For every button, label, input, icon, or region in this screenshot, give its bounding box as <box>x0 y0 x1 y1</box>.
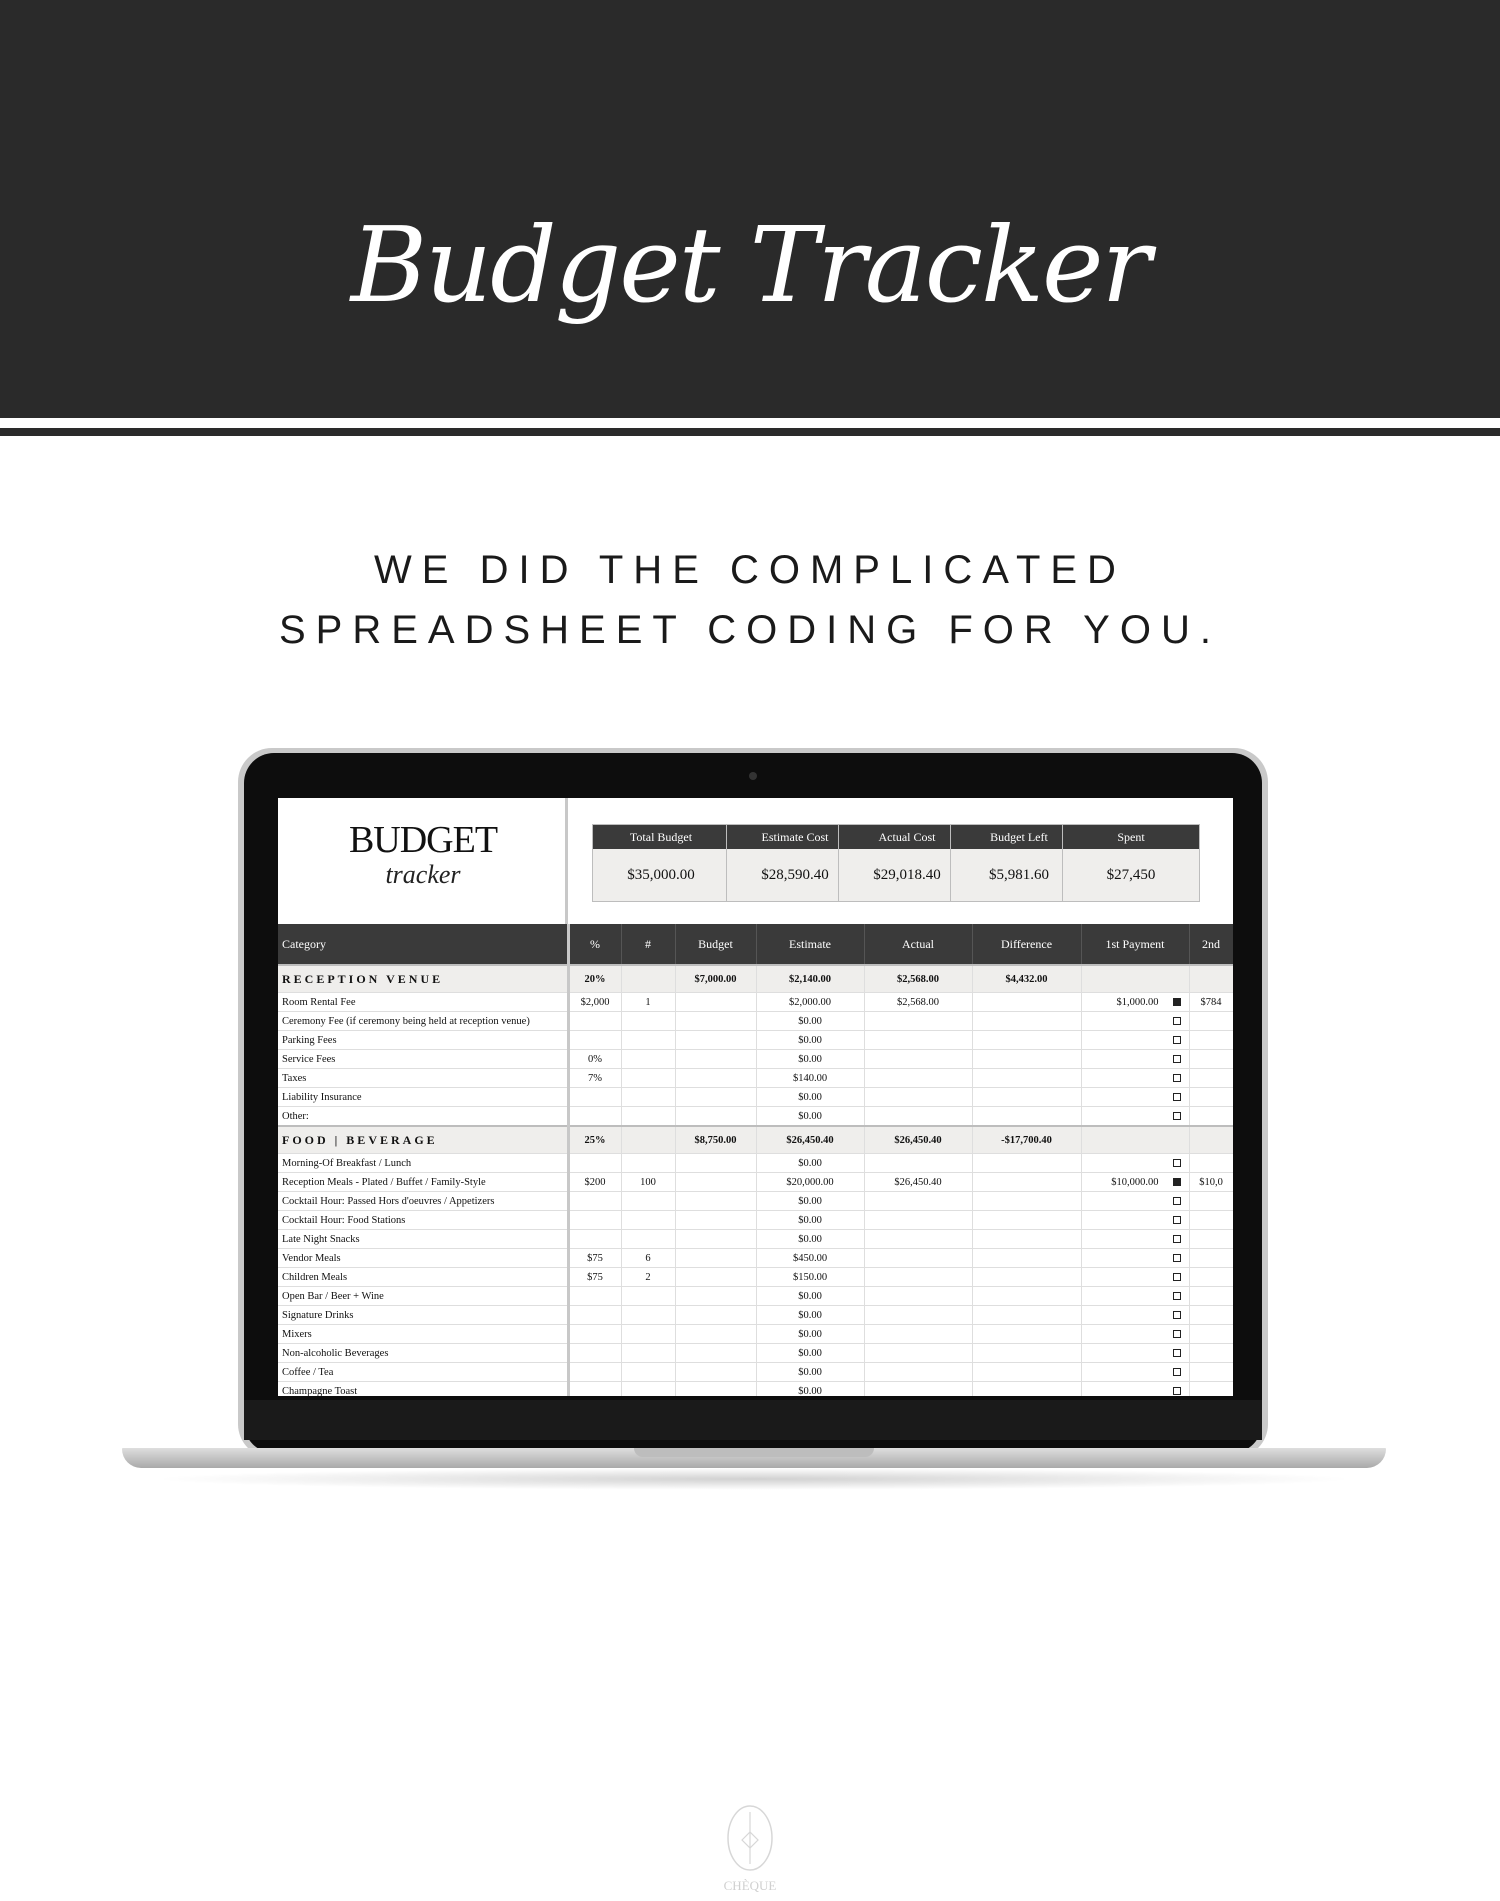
difference-cell <box>972 1050 1081 1069</box>
section-budget[interactable]: $7,000.00 <box>675 965 756 993</box>
checkbox-icon[interactable] <box>1173 1017 1181 1025</box>
actual-cell[interactable] <box>864 1192 972 1211</box>
estimate-cell: $0.00 <box>756 1230 864 1249</box>
estimate-cell: $0.00 <box>756 1363 864 1382</box>
payment-1-cell[interactable] <box>1081 1363 1189 1382</box>
budget-table <box>278 924 1233 1396</box>
table-row <box>278 1173 1233 1192</box>
difference-cell <box>972 1173 1081 1192</box>
column-header[interactable]: 2nd <box>1189 924 1233 965</box>
checkbox-icon[interactable] <box>1173 1159 1181 1167</box>
payment-1-cell[interactable] <box>1081 1382 1189 1397</box>
checkbox-icon[interactable] <box>1173 1074 1181 1082</box>
actual-cell[interactable] <box>864 1249 972 1268</box>
payment-2-cell[interactable] <box>1189 1249 1233 1268</box>
budget-cell[interactable] <box>675 1287 756 1306</box>
payment-1-cell[interactable] <box>1081 1154 1189 1173</box>
estimate-cell: $0.00 <box>756 1154 864 1173</box>
estimate-cell: $0.00 <box>756 1382 864 1397</box>
spreadsheet-logo <box>278 798 568 924</box>
count-cell[interactable] <box>621 1069 675 1088</box>
category-cell[interactable]: Liability Insurance <box>278 1088 568 1107</box>
column-header[interactable]: Actual <box>864 924 972 965</box>
section-payment-2 <box>1189 965 1233 993</box>
percent-cell[interactable] <box>568 1154 621 1173</box>
estimate-cell: $0.00 <box>756 1306 864 1325</box>
payment-2-cell[interactable]: $10,0 <box>1189 1173 1233 1192</box>
actual-cell[interactable] <box>864 1107 972 1127</box>
camera-icon <box>749 772 757 780</box>
difference-cell <box>972 1306 1081 1325</box>
estimate-cell: $0.00 <box>756 1287 864 1306</box>
summary-card <box>1062 824 1200 902</box>
payment-1-cell[interactable] <box>1081 1325 1189 1344</box>
hero-banner <box>0 0 1500 418</box>
column-header[interactable]: Category <box>278 924 568 965</box>
summary-card-value: $5,981.60 <box>989 867 1049 883</box>
estimate-cell: $0.00 <box>756 1344 864 1363</box>
difference-cell <box>972 1249 1081 1268</box>
estimate-cell: $150.00 <box>756 1268 864 1287</box>
column-header[interactable]: % <box>568 924 621 965</box>
count-cell[interactable]: 100 <box>621 1173 675 1192</box>
difference-cell <box>972 1211 1081 1230</box>
percent-cell[interactable] <box>568 1107 621 1127</box>
actual-cell[interactable] <box>864 1088 972 1107</box>
checkbox-icon[interactable] <box>1173 1235 1181 1243</box>
difference-cell <box>972 1325 1081 1344</box>
tagline-line-2: SPREADSHEET CODING FOR YOU. <box>279 608 1221 652</box>
payment-2-cell[interactable] <box>1189 1050 1233 1069</box>
payment-1-cell[interactable] <box>1081 1173 1189 1192</box>
category-cell[interactable]: Ceremony Fee (if ceremony being held at reception venue) <box>278 1012 568 1031</box>
checkbox-icon[interactable] <box>1173 1055 1181 1063</box>
budget-cell[interactable] <box>675 1363 756 1382</box>
budget-cell[interactable] <box>675 1249 756 1268</box>
payment-amount: $10,000.00 <box>1111 1176 1159 1188</box>
table-row <box>278 1211 1233 1230</box>
table-row <box>278 993 1233 1012</box>
estimate-cell: $2,000.00 <box>756 993 864 1012</box>
table-row <box>278 1154 1233 1173</box>
table-row <box>278 1107 1233 1127</box>
count-cell[interactable] <box>621 1154 675 1173</box>
estimate-cell: $0.00 <box>756 1211 864 1230</box>
difference-cell <box>972 993 1081 1012</box>
difference-cell <box>972 1107 1081 1127</box>
percent-cell[interactable] <box>568 1192 621 1211</box>
column-header[interactable]: # <box>621 924 675 965</box>
category-cell[interactable]: Signature Drinks <box>278 1306 568 1325</box>
percent-cell[interactable]: 7% <box>568 1069 621 1088</box>
category-cell[interactable]: Service Fees <box>278 1050 568 1069</box>
budget-cell[interactable] <box>675 1211 756 1230</box>
budget-cell[interactable] <box>675 1069 756 1088</box>
summary-card-value: $28,590.40 <box>761 867 829 883</box>
payment-2-cell[interactable] <box>1189 1363 1233 1382</box>
laptop-notch <box>634 1448 874 1457</box>
budget-cell[interactable] <box>675 1173 756 1192</box>
summary-card <box>592 824 730 902</box>
estimate-cell: $450.00 <box>756 1249 864 1268</box>
summary-card-label: Total Budget <box>593 825 729 849</box>
payment-1-cell[interactable] <box>1081 1012 1189 1031</box>
category-cell[interactable]: Open Bar / Beer + Wine <box>278 1287 568 1306</box>
category-cell[interactable]: Vendor Meals <box>278 1249 568 1268</box>
checkbox-icon[interactable] <box>1173 1387 1181 1395</box>
difference-cell <box>972 1154 1081 1173</box>
section-budget[interactable]: $8,750.00 <box>675 1126 756 1154</box>
difference-cell <box>972 1088 1081 1107</box>
payment-2-cell[interactable] <box>1189 1325 1233 1344</box>
table-row <box>278 1382 1233 1397</box>
estimate-cell: $20,000.00 <box>756 1173 864 1192</box>
checkbox-icon[interactable] <box>1173 1178 1181 1186</box>
logo-title: BUDGET <box>348 819 498 861</box>
table-row <box>278 1325 1233 1344</box>
section-payment-1 <box>1081 965 1189 993</box>
section-title: FOOD | BEVERAGE <box>278 1126 568 1154</box>
actual-cell[interactable] <box>864 1382 972 1397</box>
summary-card-label: Actual Cost <box>839 825 975 849</box>
payment-1-cell[interactable] <box>1081 1031 1189 1050</box>
checkbox-icon[interactable] <box>1173 1036 1181 1044</box>
checkbox-icon[interactable] <box>1173 1093 1181 1101</box>
summary-card-value: $27,450 <box>1106 867 1156 883</box>
count-cell[interactable] <box>621 1344 675 1363</box>
payment-2-cell[interactable] <box>1189 1268 1233 1287</box>
actual-cell[interactable] <box>864 1154 972 1173</box>
percent-cell[interactable]: $2,000 <box>568 993 621 1012</box>
payment-2-cell[interactable] <box>1189 1211 1233 1230</box>
percent-cell[interactable] <box>568 1363 621 1382</box>
checkbox-icon[interactable] <box>1173 1368 1181 1376</box>
payment-1-cell[interactable] <box>1081 1344 1189 1363</box>
payment-1-cell[interactable] <box>1081 1050 1189 1069</box>
cheque-logo <box>700 1800 800 1900</box>
estimate-cell: $0.00 <box>756 1325 864 1344</box>
category-cell[interactable]: Taxes <box>278 1069 568 1088</box>
count-cell[interactable] <box>621 1287 675 1306</box>
payment-1-cell[interactable] <box>1081 1268 1189 1287</box>
table-row <box>278 1088 1233 1107</box>
percent-cell[interactable]: $75 <box>568 1268 621 1287</box>
difference-cell <box>972 1287 1081 1306</box>
actual-cell[interactable] <box>864 1325 972 1344</box>
section-payment-1 <box>1081 1126 1189 1154</box>
payment-1-cell[interactable] <box>1081 1069 1189 1088</box>
count-cell[interactable]: 1 <box>621 993 675 1012</box>
checkbox-icon[interactable] <box>1173 1292 1181 1300</box>
category-cell[interactable]: Champagne Toast <box>278 1382 568 1397</box>
table-row <box>278 1287 1233 1306</box>
difference-cell <box>972 1268 1081 1287</box>
actual-cell[interactable] <box>864 1211 972 1230</box>
count-cell[interactable]: 6 <box>621 1249 675 1268</box>
budget-cell[interactable] <box>675 1107 756 1127</box>
section-row <box>278 965 1233 993</box>
payment-1-cell[interactable] <box>1081 1211 1189 1230</box>
checkbox-icon[interactable] <box>1173 1330 1181 1338</box>
actual-cell[interactable] <box>864 1287 972 1306</box>
payment-1-cell[interactable] <box>1081 993 1189 1012</box>
budget-cell[interactable] <box>675 1230 756 1249</box>
table-row <box>278 1069 1233 1088</box>
estimate-cell: $0.00 <box>756 1088 864 1107</box>
section-estimate: $2,140.00 <box>756 965 864 993</box>
summary-card-value: $35,000.00 <box>627 867 695 883</box>
summary-card-label: Budget Left <box>951 825 1087 849</box>
payment-2-cell[interactable] <box>1189 1382 1233 1397</box>
difference-cell <box>972 1069 1081 1088</box>
payment-2-cell[interactable] <box>1189 1031 1233 1050</box>
checkbox-icon[interactable] <box>1173 1349 1181 1357</box>
logo-script: tracker <box>385 860 461 889</box>
category-cell[interactable]: Other: <box>278 1107 568 1127</box>
section-row <box>278 1126 1233 1154</box>
payment-1-cell[interactable] <box>1081 1306 1189 1325</box>
payment-1-cell[interactable] <box>1081 1230 1189 1249</box>
actual-cell[interactable]: $2,568.00 <box>864 993 972 1012</box>
actual-cell[interactable] <box>864 1344 972 1363</box>
summary-cards <box>568 798 1233 924</box>
payment-2-cell[interactable] <box>1189 1012 1233 1031</box>
checkbox-icon[interactable] <box>1173 1311 1181 1319</box>
percent-cell[interactable] <box>568 1306 621 1325</box>
budget-cell[interactable] <box>675 1031 756 1050</box>
actual-cell[interactable] <box>864 1306 972 1325</box>
table-row <box>278 1031 1233 1050</box>
estimate-cell: $0.00 <box>756 1012 864 1031</box>
difference-cell <box>972 1031 1081 1050</box>
count-cell[interactable] <box>621 1012 675 1031</box>
percent-cell[interactable] <box>568 1031 621 1050</box>
category-cell[interactable]: Non-alcoholic Beverages <box>278 1344 568 1363</box>
budget-cell[interactable] <box>675 1154 756 1173</box>
section-title: RECEPTION VENUE <box>278 965 568 993</box>
actual-cell[interactable] <box>864 1268 972 1287</box>
percent-cell[interactable] <box>568 1211 621 1230</box>
category-cell[interactable]: Morning-Of Breakfast / Lunch <box>278 1154 568 1173</box>
budget-cell[interactable] <box>675 1325 756 1344</box>
category-cell[interactable]: Mixers <box>278 1325 568 1344</box>
section-estimate: $26,450.40 <box>756 1126 864 1154</box>
percent-cell[interactable] <box>568 1012 621 1031</box>
percent-cell[interactable] <box>568 1287 621 1306</box>
section-count[interactable] <box>621 965 675 993</box>
count-cell[interactable]: 2 <box>621 1268 675 1287</box>
table-row <box>278 1230 1233 1249</box>
payment-2-cell[interactable]: $784 <box>1189 993 1233 1012</box>
table-row <box>278 1249 1233 1268</box>
payment-2-cell[interactable] <box>1189 1192 1233 1211</box>
payment-2-cell[interactable] <box>1189 1230 1233 1249</box>
actual-cell[interactable] <box>864 1069 972 1088</box>
checkbox-icon[interactable] <box>1173 1254 1181 1262</box>
count-cell[interactable] <box>621 1211 675 1230</box>
count-cell[interactable] <box>621 1230 675 1249</box>
count-cell[interactable] <box>621 1088 675 1107</box>
percent-cell[interactable] <box>568 1382 621 1397</box>
table-row <box>278 1306 1233 1325</box>
difference-cell <box>972 1382 1081 1397</box>
footer-brand: CHÈQUE <box>723 1878 777 1893</box>
category-cell[interactable]: Cocktail Hour: Passed Hors d'oeuvres / Appetizers <box>278 1192 568 1211</box>
laptop-screen <box>278 798 1233 1396</box>
percent-cell[interactable]: $75 <box>568 1249 621 1268</box>
column-header[interactable]: Difference <box>972 924 1081 965</box>
payment-1-cell[interactable] <box>1081 1192 1189 1211</box>
section-actual: $2,568.00 <box>864 965 972 993</box>
section-payment-2 <box>1189 1126 1233 1154</box>
column-header[interactable]: Budget <box>675 924 756 965</box>
percent-cell[interactable] <box>568 1325 621 1344</box>
count-cell[interactable] <box>621 1031 675 1050</box>
tagline-line-1: WE DID THE COMPLICATED <box>374 548 1126 592</box>
category-cell[interactable]: Children Meals <box>278 1268 568 1287</box>
checkbox-icon[interactable] <box>1173 1197 1181 1205</box>
budget-cell[interactable] <box>675 1306 756 1325</box>
budget-cell[interactable] <box>675 993 756 1012</box>
estimate-cell: $0.00 <box>756 1050 864 1069</box>
percent-cell[interactable] <box>568 1344 621 1363</box>
difference-cell <box>972 1012 1081 1031</box>
estimate-cell: $140.00 <box>756 1069 864 1088</box>
count-cell[interactable] <box>621 1382 675 1397</box>
checkbox-icon[interactable] <box>1173 1216 1181 1224</box>
difference-cell <box>972 1230 1081 1249</box>
category-cell[interactable]: Reception Meals - Plated / Buffet / Family-Style <box>278 1173 568 1192</box>
percent-cell[interactable] <box>568 1230 621 1249</box>
budget-cell[interactable] <box>675 1382 756 1397</box>
difference-cell <box>972 1363 1081 1382</box>
payment-1-cell[interactable] <box>1081 1107 1189 1127</box>
table-body <box>278 965 1233 1396</box>
category-cell[interactable]: Parking Fees <box>278 1031 568 1050</box>
laptop-shadow <box>150 1468 1358 1490</box>
payment-1-cell[interactable] <box>1081 1088 1189 1107</box>
section-difference: $4,432.00 <box>972 965 1081 993</box>
payment-1-cell[interactable] <box>1081 1249 1189 1268</box>
section-actual: $26,450.40 <box>864 1126 972 1154</box>
budget-cell[interactable] <box>675 1088 756 1107</box>
category-cell[interactable]: Coffee / Tea <box>278 1363 568 1382</box>
count-cell[interactable] <box>621 1363 675 1382</box>
actual-cell[interactable] <box>864 1230 972 1249</box>
category-cell[interactable]: Room Rental Fee <box>278 993 568 1012</box>
column-header[interactable]: Estimate <box>756 924 864 965</box>
budget-cell[interactable] <box>675 1192 756 1211</box>
difference-cell <box>972 1192 1081 1211</box>
checkbox-icon[interactable] <box>1173 1112 1181 1120</box>
budget-cell[interactable] <box>675 1050 756 1069</box>
table-row <box>278 1192 1233 1211</box>
payment-2-cell[interactable] <box>1189 1088 1233 1107</box>
category-cell[interactable]: Late Night Snacks <box>278 1230 568 1249</box>
table-row <box>278 1050 1233 1069</box>
payment-2-cell[interactable] <box>1189 1287 1233 1306</box>
actual-cell[interactable] <box>864 1012 972 1031</box>
summary-card-value: $29,018.40 <box>873 867 941 883</box>
summary-card-label: Estimate Cost <box>727 825 863 849</box>
category-cell[interactable]: Cocktail Hour: Food Stations <box>278 1211 568 1230</box>
percent-cell[interactable]: $200 <box>568 1173 621 1192</box>
actual-cell[interactable] <box>864 1050 972 1069</box>
percent-cell[interactable] <box>568 1088 621 1107</box>
column-header[interactable]: 1st Payment <box>1081 924 1189 965</box>
estimate-cell: $0.00 <box>756 1192 864 1211</box>
budget-cell[interactable] <box>675 1268 756 1287</box>
percent-cell[interactable]: 0% <box>568 1050 621 1069</box>
payment-2-cell[interactable] <box>1189 1107 1233 1127</box>
estimate-cell: $0.00 <box>756 1031 864 1050</box>
hero-title: Budget Tracker <box>350 204 1150 326</box>
section-count[interactable] <box>621 1126 675 1154</box>
divider-rule <box>0 428 1500 436</box>
budget-cell[interactable] <box>675 1344 756 1363</box>
section-percent[interactable]: 25% <box>568 1126 621 1154</box>
count-cell[interactable] <box>621 1325 675 1344</box>
summary-card-label: Spent <box>1063 825 1199 849</box>
payment-2-cell[interactable] <box>1189 1154 1233 1173</box>
budget-cell[interactable] <box>675 1012 756 1031</box>
actual-cell[interactable] <box>864 1363 972 1382</box>
tagline <box>0 540 1500 660</box>
count-cell[interactable] <box>621 1107 675 1127</box>
payment-2-cell[interactable] <box>1189 1344 1233 1363</box>
payment-2-cell[interactable] <box>1189 1306 1233 1325</box>
section-difference: -$17,700.40 <box>972 1126 1081 1154</box>
payment-1-cell[interactable] <box>1081 1287 1189 1306</box>
table-row <box>278 1363 1233 1382</box>
checkbox-icon[interactable] <box>1173 998 1181 1006</box>
actual-cell[interactable]: $26,450.40 <box>864 1173 972 1192</box>
table-header-row <box>278 924 1233 965</box>
count-cell[interactable] <box>621 1192 675 1211</box>
estimate-cell: $0.00 <box>756 1107 864 1127</box>
checkbox-icon[interactable] <box>1173 1273 1181 1281</box>
table-row <box>278 1268 1233 1287</box>
payment-amount: $1,000.00 <box>1116 996 1159 1008</box>
section-percent[interactable]: 20% <box>568 965 621 993</box>
count-cell[interactable] <box>621 1306 675 1325</box>
payment-2-cell[interactable] <box>1189 1069 1233 1088</box>
actual-cell[interactable] <box>864 1031 972 1050</box>
budget-sheet <box>278 924 1233 1396</box>
count-cell[interactable] <box>621 1050 675 1069</box>
table-row <box>278 1344 1233 1363</box>
difference-cell <box>972 1344 1081 1363</box>
laptop-chin <box>244 1400 1262 1440</box>
table-row <box>278 1012 1233 1031</box>
